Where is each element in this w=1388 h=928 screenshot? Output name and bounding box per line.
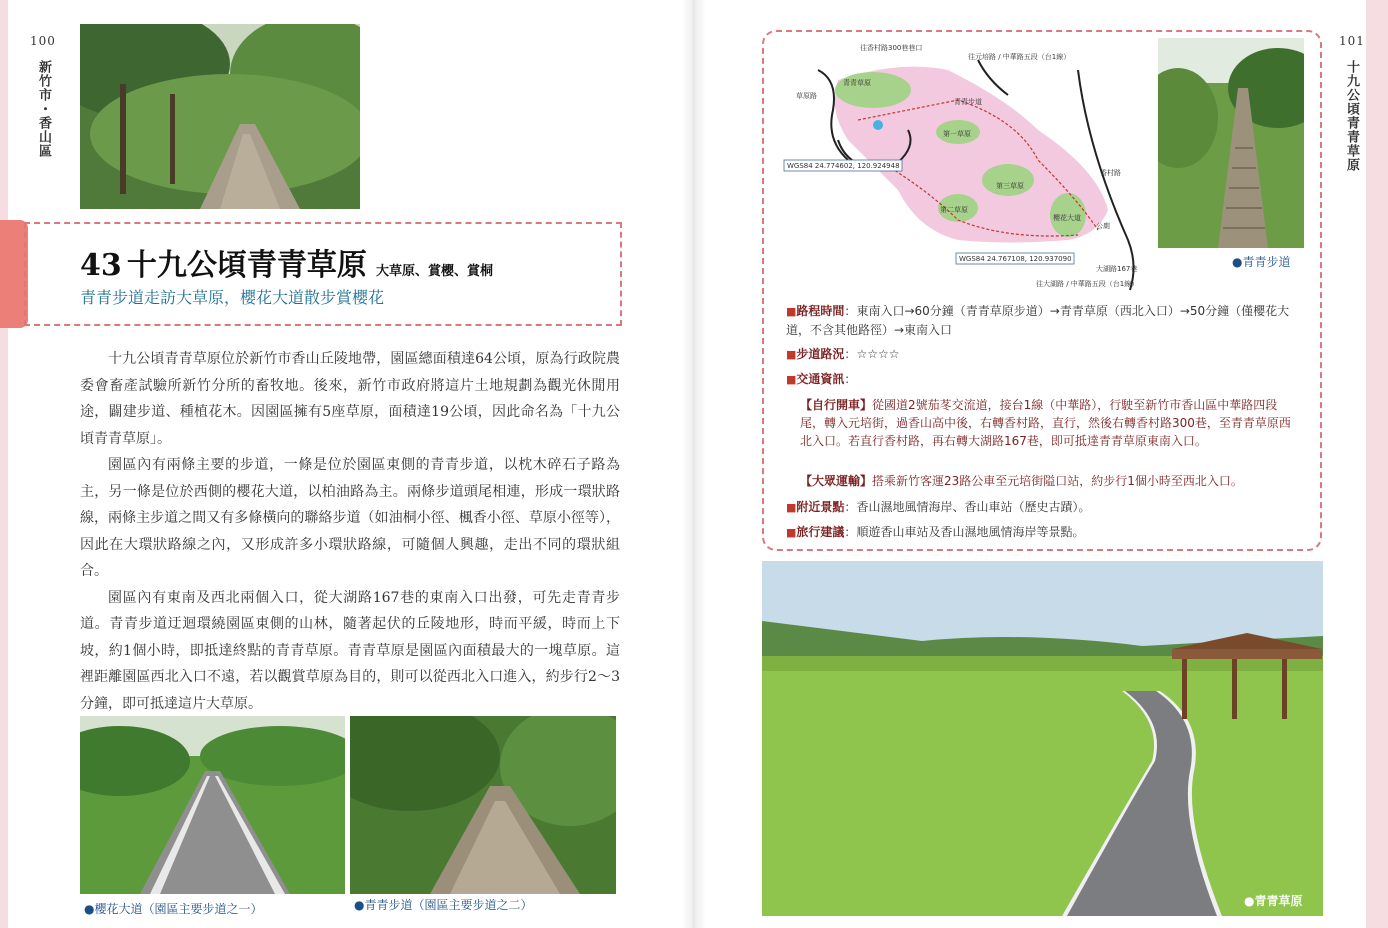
right-page-edge [1366, 0, 1388, 928]
transport-driving: 【自行開車】從國道2號茄苳交流道，接台1線（中華路），行駛至新竹市香山區中華路四段尾，轉入元培街，過香山高中後，右轉香村路，直行，然後右轉香村路300巷，至青青草原西北入口。若直行香村路，再右轉大湖路167巷，即可抵達青青草原東南入口。 [800, 398, 1291, 448]
trail-map [778, 40, 1150, 292]
map-label-qingqing-meadow: 青青草原 [843, 79, 871, 87]
photo-qingqing-trail [350, 716, 616, 894]
map-label-sakura-avenue: 櫻花大道 [1053, 214, 1081, 222]
info-route-time: ■路程時間：東南入口→60分鐘（青青草原步道）→青青草原（西北入口）→50分鐘（僅櫻花大道，不含其他路徑）→東南入口 [786, 304, 1290, 337]
photo-trail-top [80, 24, 360, 209]
left-page-edge [0, 0, 8, 928]
bullet-icon: ■ [786, 348, 797, 361]
map-label-ne-road: 往元培路 / 中華路五段（台1線） [968, 53, 1071, 61]
section-tags: 大草原、賞櫻、賞桐 [375, 264, 493, 279]
section-subtitle: 青青步道走訪大草原，櫻花大道散步賞櫻花 [80, 288, 385, 307]
map-label-nw-road: 往香村路300巷巷口 [860, 44, 923, 52]
map-label-xiangcun-road: 香村路 [1100, 169, 1121, 177]
section-name: 十九公頃青青草原 [126, 248, 367, 283]
map-label-qingqing-trail: 青青步道 [954, 98, 982, 106]
side-label-left: 新竹市・香山區 [36, 60, 51, 158]
caption-meadow-photo: ●青青草原 [1244, 894, 1303, 908]
map-label-first-meadow: 第一草原 [943, 130, 971, 138]
map-coord-se: WGS84 24.767108, 120.937090 [959, 255, 1072, 263]
page-number-left: 100 [30, 34, 56, 48]
photo-qingqing-meadow [762, 561, 1323, 916]
map-label-dahu-lane: 大湖路167巷 [1096, 265, 1138, 273]
bullet-icon: ■ [786, 305, 797, 318]
caption-dot-icon: ● [84, 902, 95, 916]
bullet-icon: ■ [786, 501, 797, 514]
caption-dot-icon: ● [1232, 255, 1243, 269]
paragraph: 十九公頃青青草原位於新竹市香山丘陵地帶，園區總面積達64公頃，原為行政院農委會畜產試驗所新竹分所的畜牧地。後來，新竹市政府將這片土地規劃為觀光休閒用途，闢建步道、種植花木。因園區擁有5座草原，面積達19公頃，因此命名為「十九公頃青青草原」。 [80, 351, 620, 447]
map-label-se-road: 往大湖路 / 中華路五段（台1線） [1036, 280, 1139, 288]
caption-dot-icon: ● [1244, 894, 1255, 908]
caption-sakura-avenue: ●櫻花大道（園區主要步道之一） [84, 902, 263, 916]
map-label-second-meadow: 第二草原 [940, 206, 968, 214]
body-text [80, 346, 620, 717]
info-transport: ■交通資訊： [786, 372, 857, 386]
page-number-right: 101 [1339, 34, 1365, 48]
photo-qingqing-trail-steps [1158, 38, 1304, 248]
paragraph: 園區內有東南及西北兩個入口，從大湖路167巷的東南入口出發，可先走青青步道。青青步道迂迴環繞園區東側的山林，隨著起伏的丘陵地形，時而平緩，時而上下坡，約1個小時，即抵達終點的青青草原。青青草原是園區內面積最大的一塊草原。這裡距離園區西北入口不遠，若以觀賞草原為目的，則可以從西北入口進入，約步行2～3分鐘，即可抵達這片大草原。 [80, 589, 620, 712]
map-coord-nw: WGS84 24.774602, 120.924948 [787, 162, 900, 170]
paragraph: 園區內有兩條主要的步道，一條是位於園區東側的青青步道，以枕木碎石子路為主，另一條是位於西側的櫻花大道，以柏油路為主。兩條步道頭尾相連，形成一環狀路線，兩條主步道之間又有多條橫向的聯絡步道（如油桐小徑、楓香小徑、草原小徑等），因此在大環狀路線之內，又形成許多小環狀路線，可隨個人興趣，走出不同的環狀組合。 [80, 457, 620, 579]
section-number: 43 [80, 248, 122, 283]
bullet-icon: ■ [786, 526, 797, 539]
caption-dot-icon: ● [354, 898, 365, 912]
transport-public: 【大眾運輸】搭乘新竹客運23路公車至元培街隘口站，約步行1個小時至西北入口。 [800, 474, 1243, 488]
side-label-right: 十九公頃青青草原 [1344, 60, 1359, 172]
map-label-third-meadow: 第三草原 [996, 182, 1024, 190]
map-label-toilet: 公廁 [1096, 222, 1110, 230]
section-title [80, 240, 493, 284]
info-trail-condition: ■步道路況：☆☆☆☆ [786, 347, 900, 361]
book-gutter [682, 0, 706, 928]
bullet-icon: ■ [786, 373, 797, 386]
map-label-caoyuan-road: 草原路 [796, 92, 817, 100]
info-travel-tip: ■旅行建議：順遊香山車站及香山濕地風情海岸等景點。 [786, 525, 1085, 539]
caption-trail-photo: ●青青步道 [1232, 255, 1291, 269]
info-nearby: ■附近景點：香山濕地風情海岸、香山車站（歷史古蹟）。 [786, 500, 1091, 514]
photo-sakura-avenue [80, 716, 345, 894]
caption-qingqing-trail: ●青青步道（園區主要步道之二） [354, 898, 533, 912]
